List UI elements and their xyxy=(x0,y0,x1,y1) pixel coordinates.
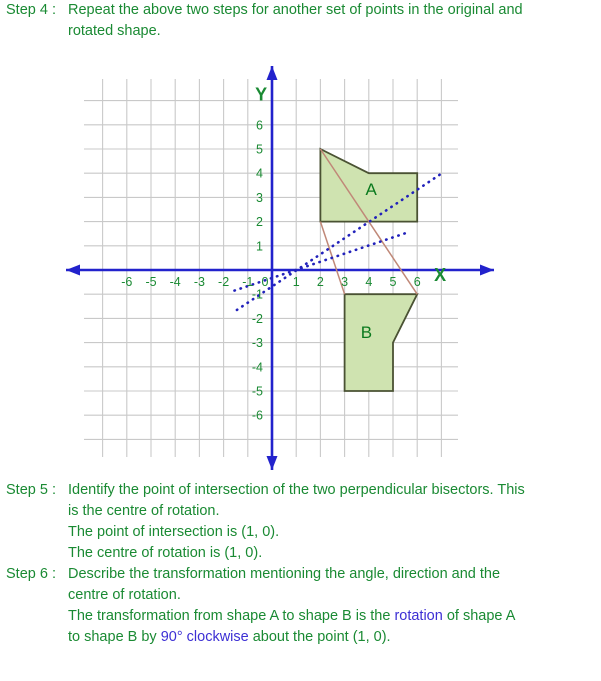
y-tick-label--1: -1 xyxy=(251,287,263,302)
step-6-line-2: centre of rotation. xyxy=(68,587,181,603)
y-tick-label--6: -6 xyxy=(251,408,263,423)
answer-line-1-part-2: of shape A xyxy=(442,608,516,624)
shape-label-b: B xyxy=(360,322,373,342)
answer-line-1-part-1: rotation xyxy=(394,608,443,624)
step-5-continuation-2 xyxy=(0,522,601,543)
axes xyxy=(66,66,494,470)
x-tick-label-2: 2 xyxy=(316,275,324,289)
step-6-continuation-2 xyxy=(0,606,601,627)
y-tick-label-4: 4 xyxy=(256,166,263,181)
y-tick-label--5: -5 xyxy=(251,384,263,399)
y-tick-label--4: -4 xyxy=(251,360,263,375)
y-tick-label--2: -2 xyxy=(251,311,263,326)
steps-top-container xyxy=(0,0,601,42)
step-6-line-1: Describe the transformation mentioning the angle, direction and the xyxy=(68,566,501,582)
step-4-line-1: Repeat the above two steps for another set of points in the original and xyxy=(68,2,523,18)
step-4-continuation-row xyxy=(0,21,601,42)
step-6-continuation-3 xyxy=(0,627,601,648)
y-axis-arrow-up xyxy=(267,66,278,80)
x-tick-label--6: -6 xyxy=(121,275,133,289)
x-tick-label-6: 6 xyxy=(413,275,421,289)
step-5-line-4: The centre of rotation is (1, 0). xyxy=(68,545,263,561)
y-axis-arrow-down xyxy=(267,456,278,470)
steps-bottom-container xyxy=(0,480,601,648)
answer-line-2-part-0: to shape B by xyxy=(68,629,161,645)
x-axis-arrow-left xyxy=(66,265,80,276)
step-6-label: Step 6 : xyxy=(6,566,56,582)
answer-line-2-part-1: 90° clockwise xyxy=(160,629,249,645)
indent-spacer xyxy=(0,501,68,522)
step-5-line-3: The point of intersection is (1, 0). xyxy=(68,524,280,540)
step-6-continuation-1 xyxy=(0,585,601,606)
coordinate-graph xyxy=(0,58,601,478)
step-6-answer-line-1 xyxy=(68,606,601,627)
step-4-label: Step 4 : xyxy=(6,2,56,18)
y-tick-label-5: 5 xyxy=(256,142,263,157)
x-tick-label--3: -3 xyxy=(193,275,205,289)
indent-spacer xyxy=(0,585,68,606)
x-tick-label--2: -2 xyxy=(218,275,230,289)
axis-name-x: X xyxy=(434,264,447,285)
indent-spacer xyxy=(0,522,68,543)
step-4-row xyxy=(0,0,601,21)
answer-line-2-part-2: about the point (1, 0). xyxy=(248,629,391,645)
axis-name-y: Y xyxy=(255,84,268,105)
y-tick-label--3: -3 xyxy=(251,336,263,351)
y-tick-label-2: 2 xyxy=(256,215,263,230)
indent-spacer xyxy=(0,543,68,564)
indent-spacer xyxy=(0,606,68,627)
x-tick-label-0: 0 xyxy=(261,275,269,289)
graph-svg xyxy=(0,58,601,478)
x-axis-arrow-right xyxy=(480,265,494,276)
x-tick-label-4: 4 xyxy=(365,275,373,289)
step-5-line-1: Identify the point of intersection of the two perpendicular bisectors. This xyxy=(68,482,525,498)
y-tick-label-1: 1 xyxy=(256,239,263,254)
x-tick-label--1: -1 xyxy=(242,275,254,289)
y-tick-label-3: 3 xyxy=(256,190,263,205)
step-5-row xyxy=(0,480,601,501)
indent-spacer xyxy=(0,627,68,648)
step-5-continuation-3 xyxy=(0,543,601,564)
step-5-line-2: is the centre of rotation. xyxy=(68,503,220,519)
step-6-row xyxy=(0,564,601,585)
x-tick-label--5: -5 xyxy=(145,275,157,289)
shape-label-a: A xyxy=(365,179,377,199)
step-6-answer-line-2 xyxy=(68,627,601,648)
x-tick-label-1: 1 xyxy=(292,275,300,289)
x-tick-label--4: -4 xyxy=(169,275,181,289)
x-tick-label-3: 3 xyxy=(341,275,349,289)
answer-line-1-part-0: The transformation from shape A to shape B is the xyxy=(68,608,395,624)
y-tick-label-6: 6 xyxy=(256,118,263,133)
step-5-label: Step 5 : xyxy=(6,482,56,498)
step-4-line-2: rotated shape. xyxy=(68,23,161,39)
x-tick-label-5: 5 xyxy=(389,275,397,289)
step-5-continuation-1 xyxy=(0,501,601,522)
indent-spacer xyxy=(0,21,68,42)
